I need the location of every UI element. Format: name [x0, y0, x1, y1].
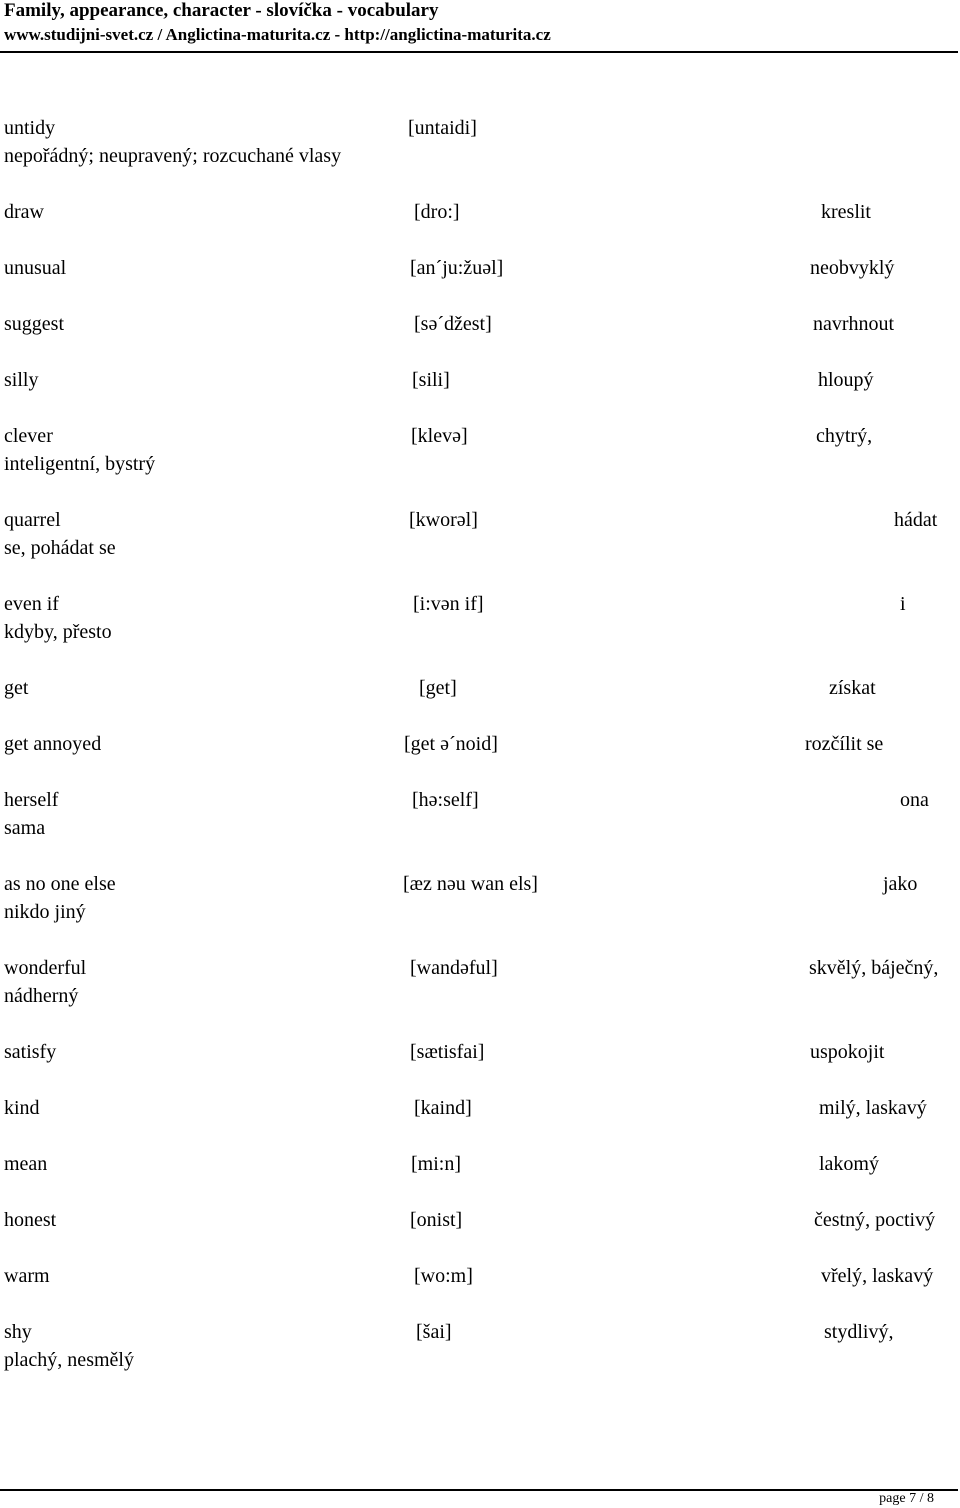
document-title: Family, appearance, character - slovíčka - vocabulary	[4, 0, 439, 21]
entry-word: silly	[4, 369, 39, 391]
entry-pronunciation: [mi:n]	[411, 1153, 461, 1175]
entry-pronunciation: [sætisfai]	[410, 1041, 485, 1063]
entry-pronunciation: [wandəful]	[410, 957, 498, 979]
entry-meaning-continued: inteligentní, bystrý	[4, 453, 156, 475]
entry-meaning: navrhnout	[813, 313, 895, 335]
entry-meaning-continued: plachý, nesmělý	[4, 1349, 134, 1371]
entry-pronunciation: [onist]	[410, 1209, 463, 1231]
entry-meaning: vřelý, laskavý	[821, 1265, 934, 1287]
entry-pronunciation: [untaidi]	[408, 117, 477, 139]
entry-word: wonderful	[4, 957, 87, 979]
entry-word: mean	[4, 1153, 48, 1175]
entry-meaning-continued: nepořádný; neupravený; rozcuchané vlasy	[4, 145, 342, 167]
entry-meaning-continued: nikdo jiný	[4, 901, 86, 923]
entry-meaning-continued: kdyby, přesto	[4, 621, 112, 643]
entry-word: clever	[4, 425, 53, 447]
entry-word: shy	[4, 1321, 32, 1343]
entry-pronunciation: [get ə´noid]	[404, 733, 498, 755]
entry-meaning: uspokojit	[810, 1041, 885, 1063]
entry-word: herself	[4, 789, 59, 811]
entry-word: suggest	[4, 313, 64, 335]
entry-pronunciation: [kworəl]	[409, 509, 478, 531]
entry-pronunciation: [šai]	[416, 1321, 452, 1343]
entry-meaning: ona	[900, 789, 929, 811]
entry-meaning-continued: nádherný	[4, 985, 79, 1007]
entry-word: get	[4, 677, 29, 699]
entry-pronunciation: [klevə]	[411, 425, 468, 447]
entry-meaning: rozčílit se	[805, 733, 884, 755]
entry-word: warm	[4, 1265, 50, 1287]
entry-word: satisfy	[4, 1041, 57, 1063]
entry-meaning: hádat	[894, 509, 938, 531]
entry-meaning: kreslit	[821, 201, 871, 223]
header-divider	[0, 51, 958, 53]
entry-pronunciation: [wo:m]	[414, 1265, 473, 1287]
entry-meaning: stydlivý,	[824, 1321, 894, 1343]
entry-word: unusual	[4, 257, 67, 279]
entry-pronunciation: [hə:self]	[412, 789, 479, 811]
entry-meaning: hloupý	[818, 369, 874, 391]
entry-pronunciation: [get]	[419, 677, 457, 699]
page-number: page 7 / 8	[879, 1491, 934, 1506]
entry-meaning-continued: se, pohádat se	[4, 537, 116, 559]
footer-divider	[0, 1489, 958, 1491]
document-subtitle: www.studijni-svet.cz / Anglictina-maturita.cz - http://anglictina-maturita.cz	[4, 25, 551, 44]
entry-pronunciation: [i:vən if]	[413, 593, 484, 615]
entry-word: draw	[4, 201, 44, 223]
entry-meaning: čestný, poctivý	[814, 1209, 936, 1231]
entry-pronunciation: [sili]	[412, 369, 450, 391]
entry-pronunciation: [dro:]	[414, 201, 460, 223]
entry-word: get annoyed	[4, 733, 102, 755]
entry-pronunciation: [an´ju:žuəl]	[410, 257, 504, 279]
entry-word: as no one else	[4, 873, 116, 895]
entry-word: untidy	[4, 117, 56, 139]
entry-word: kind	[4, 1097, 40, 1119]
entry-meaning-continued: sama	[4, 817, 46, 839]
entry-word: honest	[4, 1209, 57, 1231]
entry-pronunciation: [kaind]	[414, 1097, 472, 1119]
entry-meaning: neobvyklý	[810, 257, 895, 279]
entry-meaning: milý, laskavý	[819, 1097, 927, 1119]
entry-pronunciation: [æz nəu wan els]	[403, 873, 538, 895]
entry-meaning: i	[900, 593, 906, 615]
entry-pronunciation: [sə´džest]	[414, 313, 492, 335]
entry-word: even if	[4, 593, 59, 615]
entry-meaning: získat	[829, 677, 876, 699]
entry-meaning: chytrý,	[816, 425, 873, 447]
entry-meaning: skvělý, báječný,	[809, 957, 939, 979]
entry-meaning: lakomý	[819, 1153, 879, 1175]
entry-word: quarrel	[4, 509, 61, 531]
entry-meaning: jako	[883, 873, 918, 895]
